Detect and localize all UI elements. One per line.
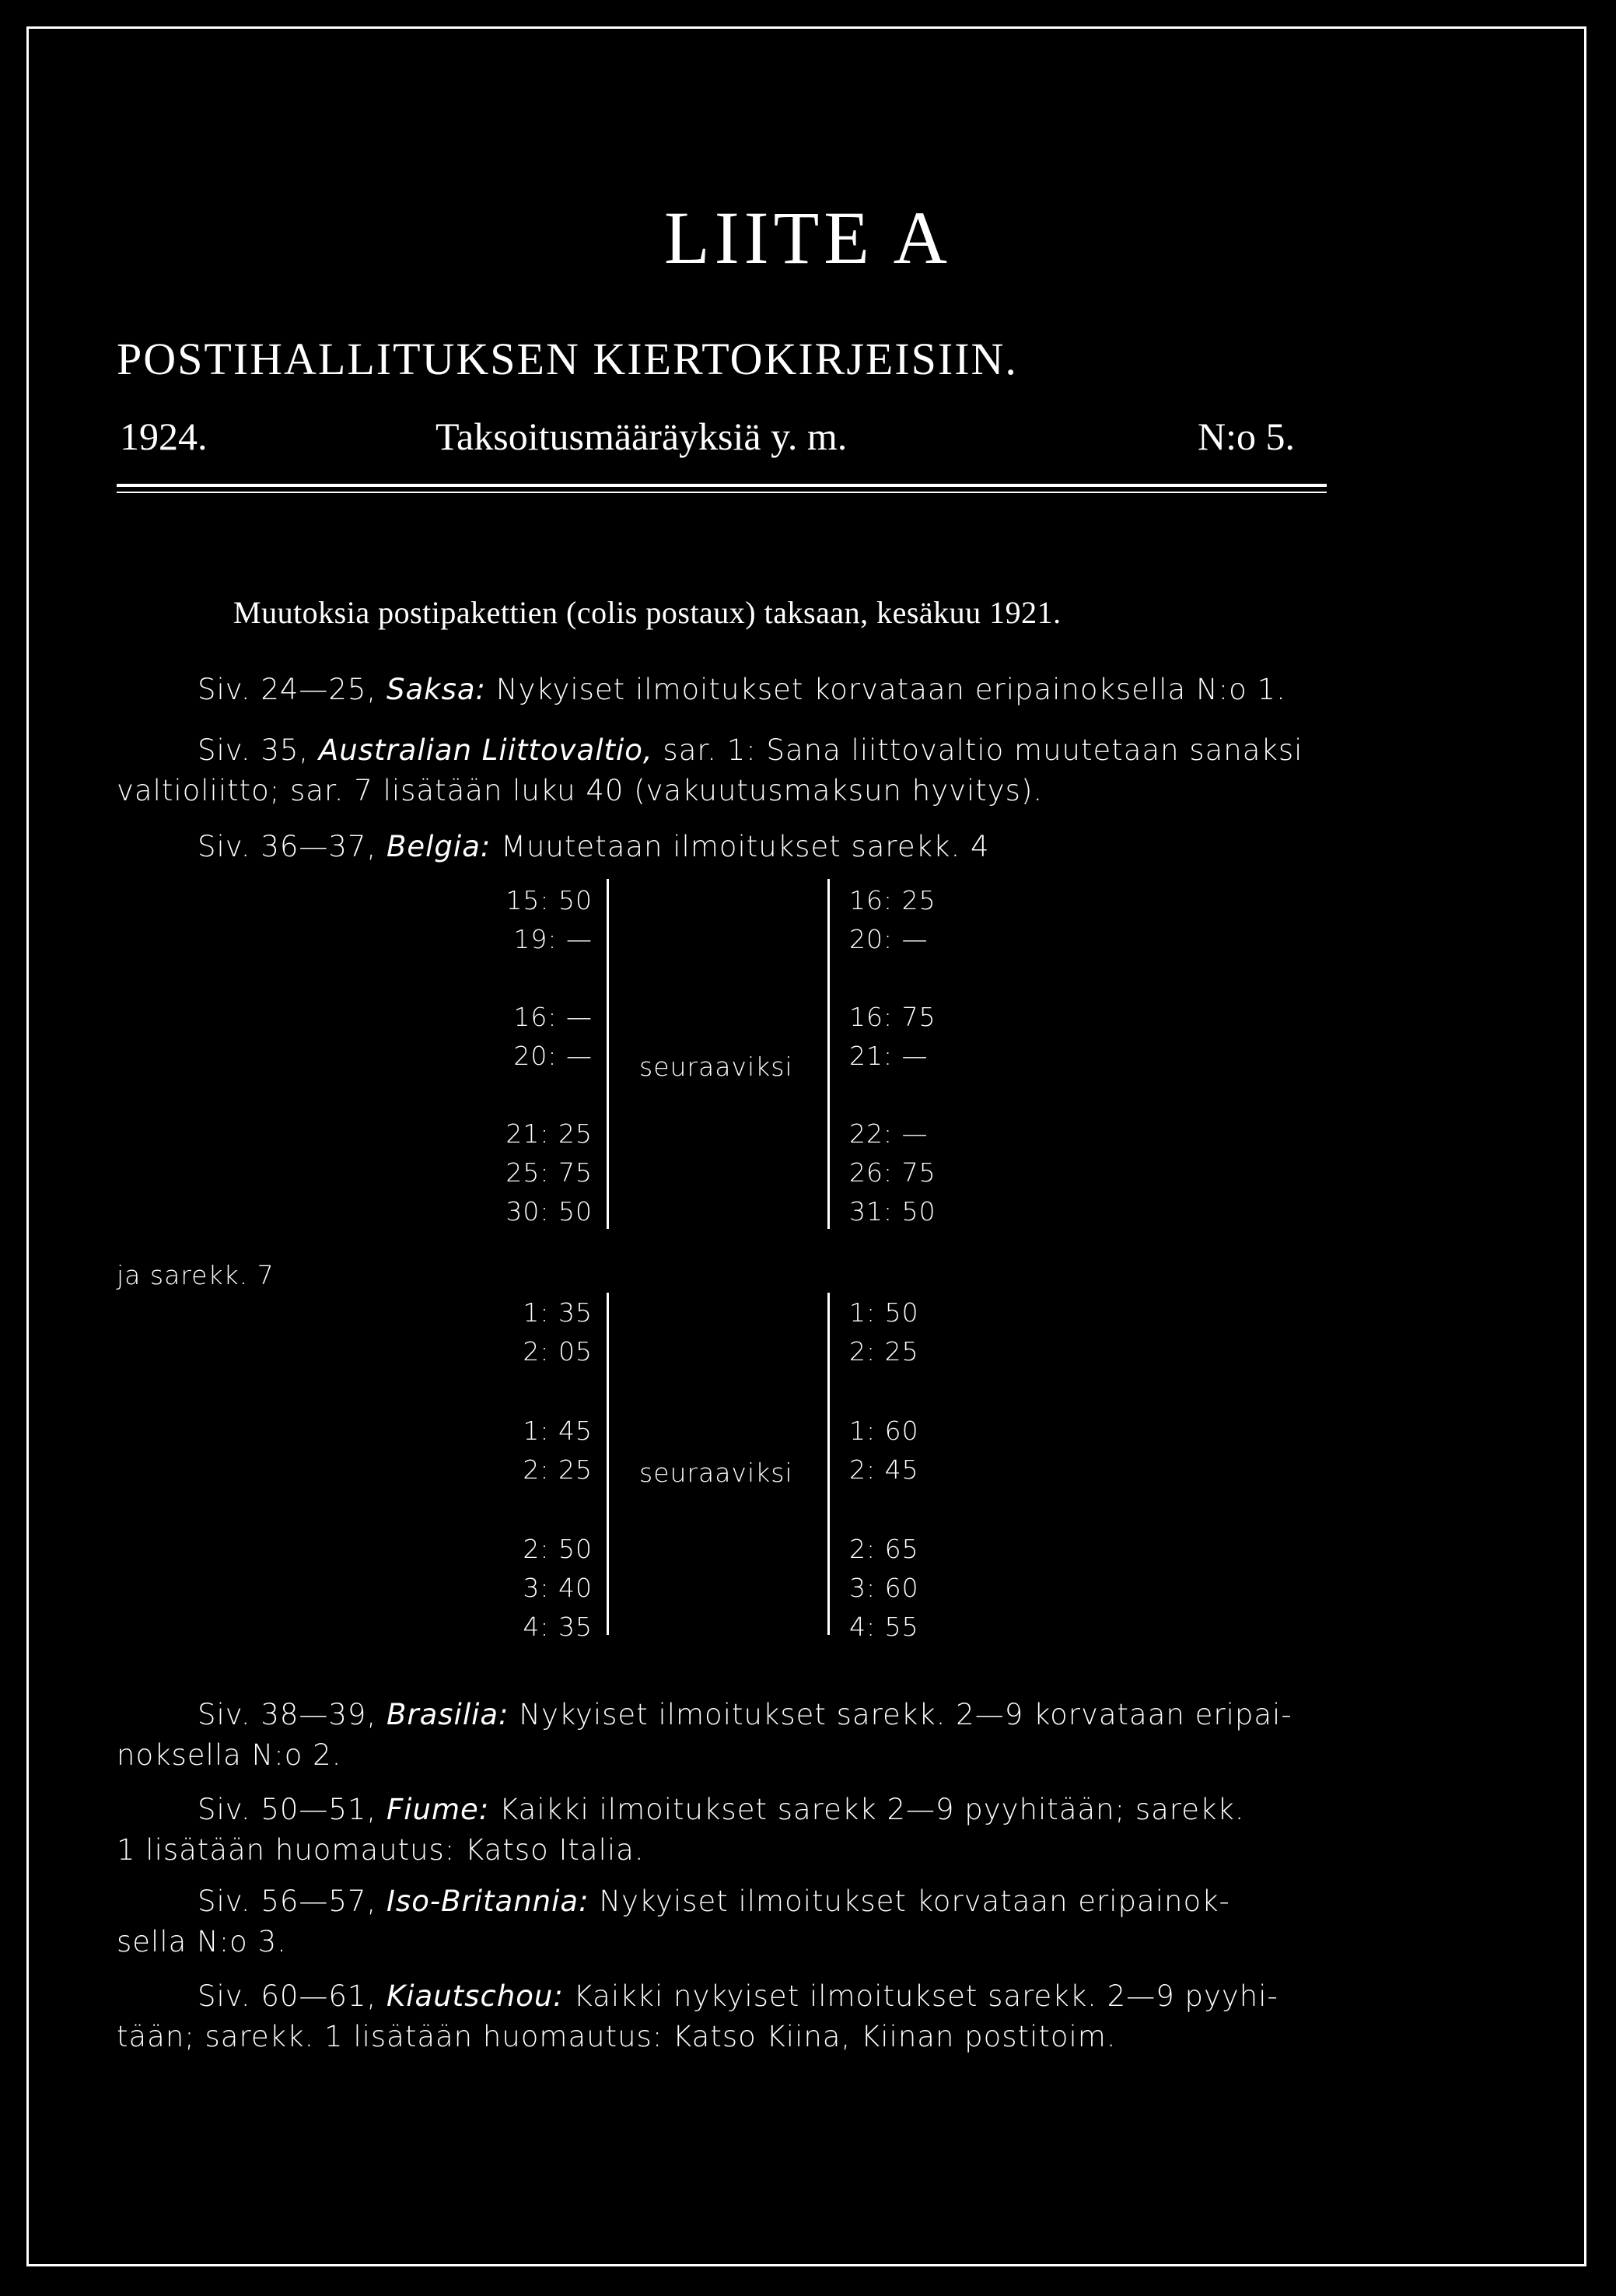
paragraph-australia: Siv. 35, Australian Liittovaltio, sar. 1: Sana liittovaltio muutetaan sanaksi (198, 733, 1303, 767)
country-name: Belgia: (387, 830, 491, 863)
table-value: 15: 50 (505, 885, 593, 915)
connector-label: seuraaviksi (639, 1052, 793, 1082)
table-value: 3: 40 (523, 1573, 593, 1603)
table-value: 1: 50 (849, 1297, 919, 1328)
table-value: 26: 75 (849, 1157, 936, 1188)
table-value: 2: 45 (849, 1454, 919, 1485)
header-number: N:o 5. (1198, 415, 1295, 458)
country-name: Brasilia: (387, 1698, 509, 1731)
table-value: 1: 45 (523, 1416, 593, 1446)
header-rule-bottom (117, 492, 1327, 493)
table-value: 16: 75 (849, 1002, 936, 1032)
table-value: 3: 60 (849, 1573, 919, 1603)
bracket-right (827, 879, 830, 1229)
paragraph-iso-britannia-line2: sella N:o 3. (117, 1925, 287, 1958)
paragraph-australia-line2: valtioliitto; sar. 7 lisätään luku 40 (vakuutusmaksun hyvitys). (117, 774, 1044, 807)
table-value: 1: 60 (849, 1416, 919, 1446)
paragraph-belgia: Siv. 36—37, Belgia: Muutetaan ilmoitukset sarekk. 4 (198, 830, 990, 863)
page-subtitle: POSTIHALLITUKSEN KIERTOKIRJEISIIN. (117, 334, 1018, 384)
table-value: 16: — (513, 1002, 593, 1032)
paragraph-brasilia: Siv. 38—39, Brasilia: Nykyiset ilmoitukset sarekk. 2—9 korvataan eripai- (198, 1698, 1292, 1731)
paragraph-fiume: Siv. 50—51, Fiume: Kaikki ilmoitukset sarekk 2—9 pyyhitään; sarekk. (198, 1793, 1245, 1826)
table-value: 1: 35 (523, 1297, 593, 1328)
header-topic: Taksoitusmääräyksiä y. m. (435, 415, 848, 458)
table-value: 2: 05 (523, 1336, 593, 1367)
table-value: 2: 65 (849, 1534, 919, 1564)
table-value: 2: 50 (523, 1534, 593, 1564)
bracket-left (607, 1293, 609, 1635)
table-value: 16: 25 (849, 885, 936, 915)
table-value: 19: — (513, 924, 593, 954)
table-value: 2: 25 (849, 1336, 919, 1367)
paragraph-brasilia-line2: noksella N:o 2. (117, 1738, 342, 1772)
country-name: Australian Liittovaltio, (318, 733, 653, 767)
country-name: Fiume: (387, 1793, 490, 1826)
table-value: 21: 25 (505, 1118, 593, 1149)
table-value: 20: — (513, 1041, 593, 1071)
header-rule-top (117, 484, 1327, 487)
page-title: LIITE A (664, 196, 952, 279)
connector-label: seuraaviksi (639, 1458, 793, 1488)
table-value: 4: 55 (849, 1612, 919, 1642)
table-value: 30: 50 (505, 1196, 593, 1227)
table-value: 21: — (849, 1041, 929, 1071)
intro-heading: Muutoksia postipakettien (colis postaux) taksaan, kesäkuu 1921. (233, 595, 1062, 630)
table-value: 2: 25 (523, 1454, 593, 1485)
paragraph-iso-britannia: Siv. 56—57, Iso-Britannia: Nykyiset ilmoitukset korvataan eripainok- (198, 1885, 1230, 1918)
bracket-left (607, 879, 609, 1229)
paragraph-saksa: Siv. 24—25, Saksa: Nykyiset ilmoitukset korvataan eripainoksella N:o 1. (198, 673, 1286, 706)
sarekk7-label: ja sarekk. 7 (117, 1260, 275, 1290)
country-name: Saksa: (387, 673, 487, 706)
table-value: 4: 35 (523, 1612, 593, 1642)
table-value: 25: 75 (505, 1157, 593, 1188)
bracket-right (827, 1293, 830, 1635)
paragraph-fiume-line2: 1 lisätään huomautus: Katso Italia. (117, 1833, 645, 1867)
country-name: Kiautschou: (387, 1979, 564, 2013)
table-value: 20: — (849, 924, 929, 954)
paragraph-kiautschou-line2: tään; sarekk. 1 lisätään huomautus: Katso Kiina, Kiinan postitoim. (117, 2020, 1117, 2053)
country-name: Iso-Britannia: (387, 1885, 589, 1918)
table-value: 31: 50 (849, 1196, 936, 1227)
table-value: 22: — (849, 1118, 929, 1149)
paragraph-kiautschou: Siv. 60—61, Kiautschou: Kaikki nykyiset ilmoitukset sarekk. 2—9 pyyhi- (198, 1979, 1278, 2013)
header-year: 1924. (120, 415, 208, 458)
